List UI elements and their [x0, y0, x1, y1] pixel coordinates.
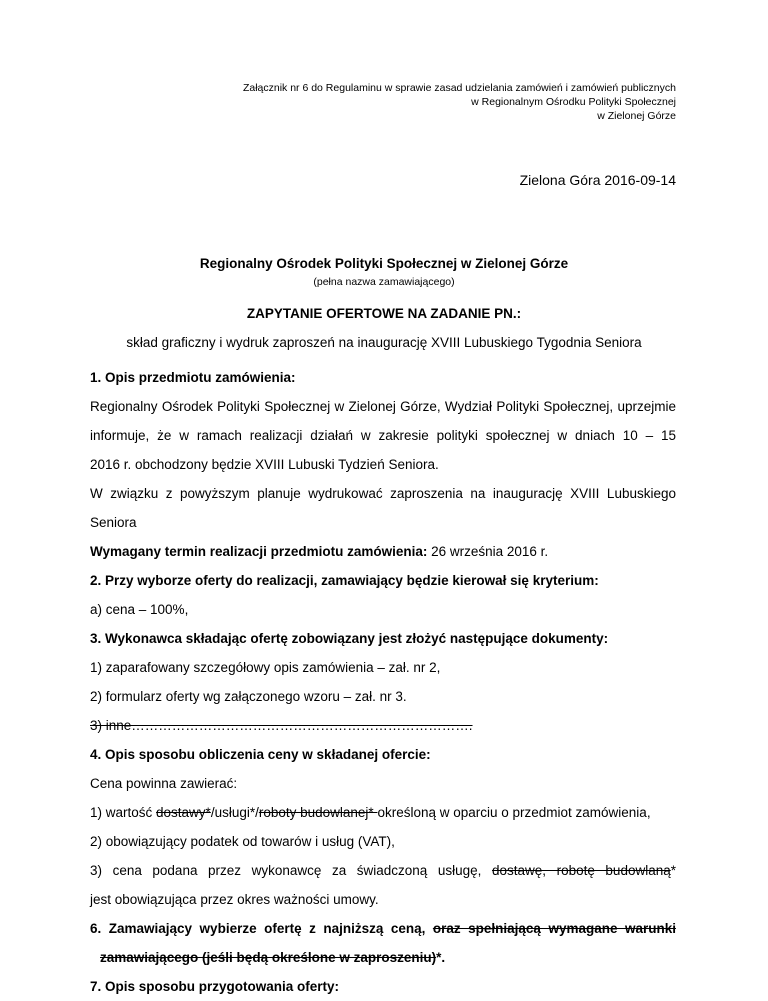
inquiry-subject: skład graficzny i wydruk zaproszeń na inaugurację XVIII Lubuskiego Tygodnia Seniora [126, 335, 642, 350]
criterion-item-a: a) cena – 100%, [90, 602, 189, 617]
section-7-heading: 7. Opis sposobu przygotowania oferty: [90, 979, 340, 994]
price-item-3-part-a: 3) cena podana przez wykonawcę za świadczoną usługę, [90, 863, 482, 878]
section-1-paragraph-2-line-2: Seniora [90, 515, 137, 530]
annex-line-2: w Regionalnym Ośrodku Polityki Społecznej [471, 96, 676, 108]
price-item-3-asterisk: * [670, 863, 676, 878]
section-2-heading: 2. Przy wyborze oferty do realizacji, zamawiający będzie kierował się kryterium: [90, 573, 599, 588]
inquiry-title: ZAPYTANIE OFERTOWE NA ZADANIE PN.: [246, 306, 522, 321]
price-item-3-struck-group [492, 863, 676, 878]
price-item-1-part-c: określoną w oparciu o przedmiot zamówienia, [377, 805, 651, 820]
document-item-3: 3) inne…………………………………………………………………. [90, 718, 473, 733]
deadline-value: 26 września 2016 r. [427, 544, 549, 559]
price-item-1-part-a: 1) wartość [90, 805, 157, 820]
section-6-struck-1: oraz spełniającą wymagane warunki [432, 921, 676, 936]
annex-line-1: Załącznik nr 6 do Regulaminu w sprawie zasad udzielania zamówień i zamówień publicznych [242, 82, 676, 94]
deadline-label: Wymagany termin realizacji przedmiotu zamówienia: [90, 544, 428, 559]
price-item-3-struck: dostawę, robotę budowlaną [491, 863, 671, 878]
document-body [90, 363, 676, 1001]
deadline-line [90, 537, 676, 566]
section-1-paragraph-1-line-3: 2016 r. obchodzony będzie XVIII Lubuski Tydzień Seniora. [90, 457, 439, 472]
annex-note [243, 81, 676, 123]
price-item-1-part-b: /usługi*/ [210, 805, 259, 820]
document-date: Zielona Góra 2016-09-14 [519, 172, 676, 188]
section-1-paragraph-1-line-2: informuje, że w ramach realizacji działań w zakresie polityki społecznej w dniach 10 – 15 [90, 428, 676, 443]
document-item-2: 2) formularz oferty wg załączonego wzoru – zał. nr 3. [90, 689, 407, 704]
section-3-heading: 3. Wykonawca składając ofertę zobowiązany jest złożyć następujące dokumenty: [90, 631, 609, 646]
price-item-1-struck-works: roboty budowlanej* [258, 805, 378, 820]
document-item-1: 1) zaparafowany szczegółowy opis zamówienia – zał. nr 2, [90, 660, 441, 675]
organization-name: Regionalny Ośrodek Polityki Społecznej w Zielonej Górze [199, 256, 569, 271]
price-item-3 [90, 856, 676, 885]
price-item-1 [90, 798, 676, 827]
section-1-paragraph-2-line-1: W związku z powyższym planuje wydrukować zaproszenia na inaugurację XVIII Lubuskiego [90, 486, 676, 501]
price-intro: Cena powinna zawierać: [90, 776, 238, 791]
annex-line-3: w Zielonej Górze [597, 110, 676, 122]
section-1-heading: 1. Opis przedmiotu zamówienia: [90, 370, 296, 385]
price-item-1-struck-delivery: dostawy* [156, 805, 211, 820]
section-1-paragraph-1-line-1: Regionalny Ośrodek Polityki Społecznej w Zielonej Górze, Wydział Polityki Społecznej, uprzejmie [90, 399, 676, 414]
section-6-end: *. [436, 950, 446, 965]
price-item-2: 2) obowiązujący podatek od towarów i usług (VAT), [90, 834, 395, 849]
section-6-struck-2: zamawiającego (jeśli będą określone w zaproszeniu) [100, 950, 437, 965]
section-6-line-1 [90, 914, 676, 943]
organization-note: (pełna nazwa zamawiającego) [313, 276, 455, 288]
section-4-heading: 4. Opis sposobu obliczenia ceny w składanej ofercie: [90, 747, 431, 762]
price-item-3-line-2: jest obowiązująca przez okres ważności umowy. [90, 892, 379, 907]
section-6-line-2 [90, 943, 676, 972]
section-6-part-a: 6. Zamawiający wybierze ofertę z najniższą ceną, [90, 921, 426, 936]
